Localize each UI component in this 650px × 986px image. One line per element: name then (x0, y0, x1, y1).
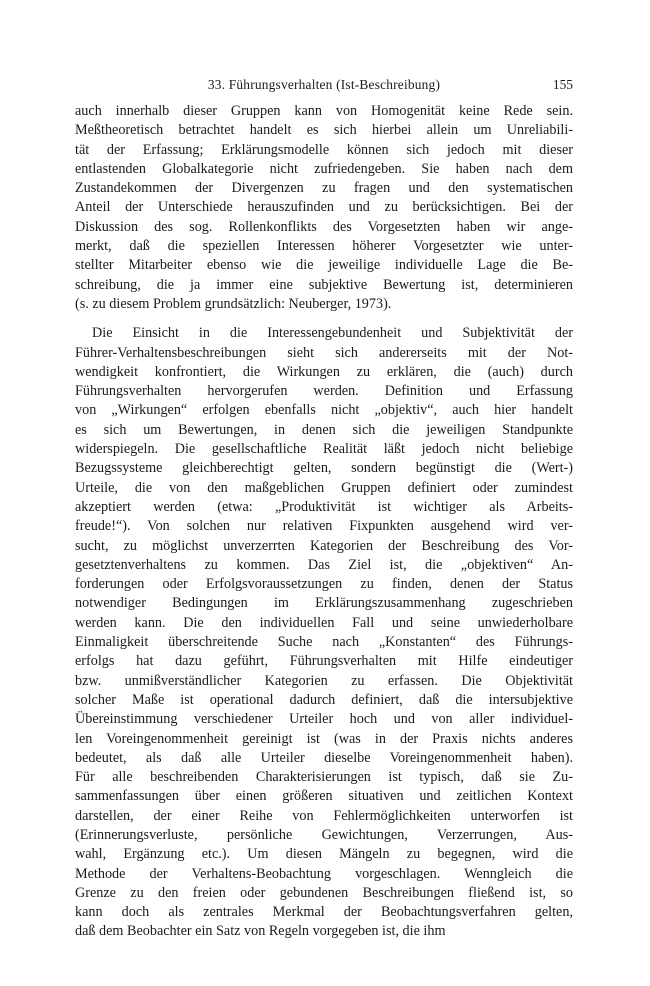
paragraph-gap (75, 314, 573, 324)
text-line: Zustandekommen der Divergenzen zu fragen und den systematischen (75, 180, 573, 197)
text-line: kann doch als zentrales Merkmal der Beobachtungsverfahren gelten, (75, 904, 573, 921)
paragraph (75, 324, 573, 942)
text-line: (s. zu diesem Problem grundsätzlich: Neuberger, 1973). (75, 295, 392, 312)
text-line: (Erinnerungsverluste, persönliche Gewichtungen, Verzerrungen, Aus- (75, 826, 573, 843)
text-line: Die Einsicht in die Interessengebundenheit und Subjektivität der (92, 325, 573, 342)
text-line: Methode der Verhaltens-Beobachtung vorgeschlagen. Wenngleich die (75, 865, 573, 882)
text-line: Führungsverhalten hervorgerufen werden. Definition und Erfassung (75, 383, 573, 400)
text-line: notwendiger Bedingungen im Erklärungszusammenhang zugeschrieben (75, 595, 573, 612)
text-line: daß dem Beobachter ein Satz von Regeln vorgegeben ist, die ihm (75, 923, 446, 940)
text-line: Diskussion des sog. Rollenkonflikts des Vorgesetzten haben wir ange- (75, 218, 573, 235)
text-line: bzw. unmißverständlicher Kategorien zu erfassen. Die Objektivität (75, 672, 573, 689)
text-line: freude!“). Von solchen nur relativen Fixpunkten ausgehend wird ver- (75, 518, 573, 535)
text-line: wahl, Ergänzung etc.). Um diesen Mängeln zu begegnen, wird die (75, 846, 573, 863)
text-line: widerspiegeln. Die gesellschaftliche Realität läßt jedoch nicht beliebige (75, 441, 573, 458)
text-line: akzeptiert werden (etwa: „Produktivität ist wichtiger als Arbeits- (75, 498, 573, 515)
text-line: sucht, zu möglichst unverzerrten Kategorien der Beschreibung des Vor- (75, 537, 573, 554)
text-line: erfolgs hat dazu geführt, Führungsverhalten mit Hilfe eindeutiger (75, 653, 573, 670)
running-head: 33. Führungsverhalten (Ist-Beschreibung) (207, 77, 441, 92)
text-line: es sich um Bewertungen, in denen sich die jeweiligen Standpunkte (75, 421, 573, 438)
text-line: Führer-Verhaltensbeschreibungen sieht sich andererseits mit der Not- (75, 344, 573, 361)
text-line: gesetztenverhaltens zu kommen. Das Ziel ist, die „objektiven“ An- (75, 556, 573, 573)
text-line: Anteil der Unterschiede herauszufinden und zu berücksichtigen. Bei der (75, 199, 573, 216)
text-line: auch innerhalb dieser Gruppen kann von Homogenität keine Rede sein. (75, 103, 573, 119)
paragraph (75, 102, 573, 314)
text-line: wendigkeit konfrontiert, die Wirkungen zu erklären, die (auch) durch (75, 363, 573, 380)
text-line: Meßtheoretisch betrachtet handelt es sich hierbei allein um Unreliabili- (75, 122, 573, 139)
text-line: Grenze zu den freien oder gebundenen Beschreibungen fließend ist, so (75, 884, 573, 901)
text-line: werden kann. Die den individuellen Fall und seine unwiederholbare (75, 614, 573, 631)
text-line: tät der Erfassung; Erklärungsmodelle können sich jedoch mit dieser (75, 141, 573, 158)
text-line: solcher Maße ist operational dadurch definiert, daß die intersubjektive (75, 691, 573, 708)
text-line: Bezugssysteme gleichberechtigt gelten, sondern begünstigt die (Wert-) (75, 460, 573, 477)
page-header (75, 74, 573, 96)
text-line: sammenfassungen über einen größeren situativen und zeitlichen Kontext (75, 788, 573, 805)
text-line: stellter Mitarbeiter ebenso wie die jeweilige individuelle Lage die Be- (75, 257, 573, 274)
text-line: len Voreingenommenheit gereinigt ist (was in der Praxis nichts anderes (75, 730, 573, 747)
text-line: Übereinstimmung verschiedener Urteiler hoch und von aller individuel- (75, 711, 573, 728)
page-number: 155 (552, 77, 573, 92)
text-line: entlastenden Globalkategorie nicht zufriedengeben. Sie haben nach dem (75, 160, 573, 177)
text-line: darstellen, der einer Reihe von Fehlermöglichkeiten unterworfen ist (75, 807, 573, 824)
text-line: merkt, daß die speziellen Interessen höherer Vorgesetzter wie unter- (75, 238, 573, 255)
text-line: schreibung, die ja immer eine subjektive Bewertung ist, determinieren (75, 276, 573, 293)
body-text (75, 102, 573, 942)
text-line: Für alle beschreibenden Charakterisierungen ist typisch, daß sie Zu- (75, 769, 573, 786)
text-line: Urteile, die von den maßgeblichen Gruppen definiert oder zumindest (75, 479, 573, 496)
text-line: bedeutet, als daß alle Urteiler dieselbe Voreingenommenheit haben). (75, 749, 573, 766)
text-line: von „Wirkungen“ erfolgen ebenfalls nicht „objektiv“, auch hier handelt (75, 402, 573, 419)
text-line: forderungen oder Erfolgsvoraussetzungen zu finden, denen der Status (75, 576, 573, 593)
text-line: Einmaligkeit überschreitende Suche nach „Konstanten“ des Führungs- (75, 634, 573, 651)
